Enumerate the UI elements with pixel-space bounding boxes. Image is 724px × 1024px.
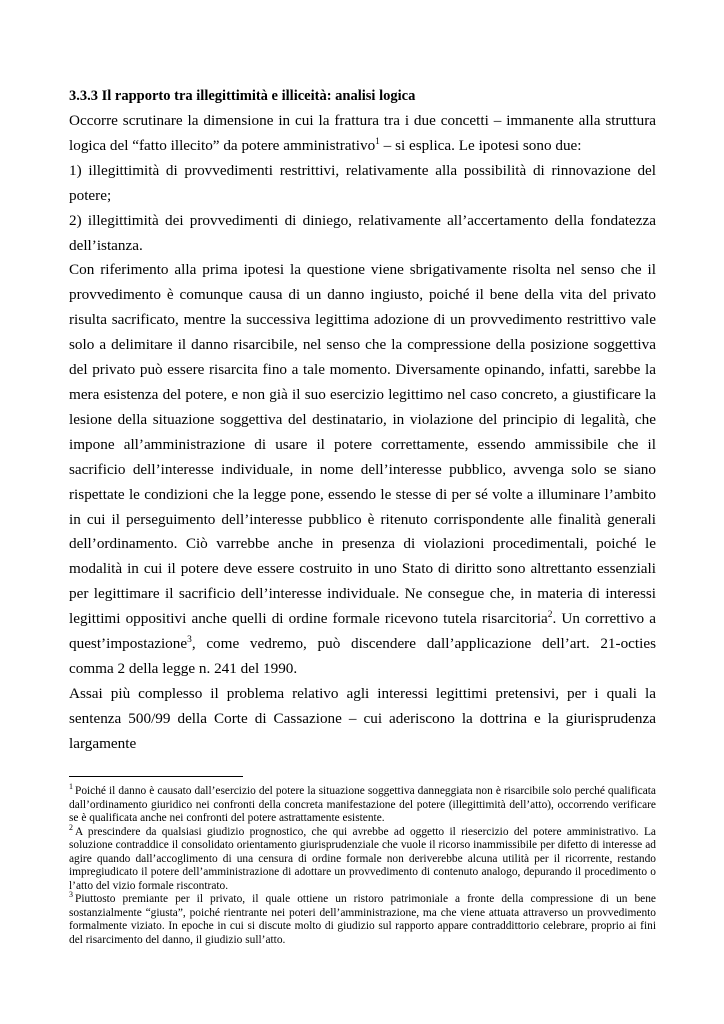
footnote-separator [69,776,243,777]
paragraph-first-hypothesis-text: Con riferimento alla prima ipotesi la questione viene sbrigativamente risolta nel senso che il provvedimento è comunque causa di un danno ingiusto, poiché il bene della vita del privato risulta sacrificato, mentre la successiva legittima adozione di un provvedimento restrittivo vale solo a delimitare il danno risarcibile, nel senso che la compressione della posizione soggettiva del privato può essere risarcita fino a tale momento. Diversamente opinando, infatti, sarebbe la mera esistenza del potere, e non già il suo esercizio legittimo nel caso concreto, a giustificare la lesione della situazione soggettiva del destinatario, in violazione del principio di legalità, che impone all’amministrazione di usare il potere correttamente, essendo ammissibile che il sacrificio dell’interesse individuale, in nome dell’interesse pubblico, avvenga solo se siano rispettate le condizioni che la legge pone, essendo le stesse di per sé volte a illuminare l’ambito in cui il perseguimento dell’interesse pubblico è ritenuto corrispondente alle finalità generali dell’ordinamento. Ciò varrebbe anche in presenza di violazioni procedimentali, poiché le modalità in cui il potere deve essere costruito in uno Stato di diritto sono altrettanto essenziali per legittimare il sacrificio dell’interesse individuale. Ne consegue che, in materia di interessi legittimi oppositivi anche quelli di ordine formale ricevono tutela risarcitoria [69,261,656,628]
footnote-text: Piuttosto premiante per il privato, il quale ottiene un ristoro patrimoniale a fronte della compressione di un bene sostanzialmente “giusta”, poiché rientrante nei poteri dell’amministrazione, ma che viene attuata attraverso un provvedimento formalmente viziato. In epoche in cui si discute molto di giudizio sul rapporto appare contraddittorio celebrare, proprio ai fini del risarcimento del danno, il giudizio sull’atto. [69,893,656,946]
footnote-number: 2 [69,822,73,832]
paragraph-intro-text: Occorre scrutinare la dimensione in cui la frattura tra i due concetti – immanente alla struttura logica del “fatto illecito” da potere amministrativo [69,112,656,154]
footnotes [69,782,656,947]
hypothesis-2: 2) illegittimità dei provvedimenti di diniego, relativamente all’accertamento della fondatezza dell’istanza. [69,211,656,254]
body-text [69,109,656,757]
footnote-text: A prescindere da qualsiasi giudizio prognostico, che qui avrebbe ad oggetto il riesercizio del potere amministrativo. La soluzione contraddice il consolidato orientamento giurisprudenziale che vuole il ricorso inammissibile per difetto di interesse ad agire quando dall’accoglimento di una censura di ordine formale non deriverebbe alcuna utilità per il ricorrente, restando impregiudicato il potere dell’amministrazione di adottare un provvedimento di contenuto analogo, depurando il procedimento o l’atto del vizio formale riscontrato. [69,825,656,892]
footnote-ref-2[interactable]: 2 [547,610,553,621]
hypothesis-1: 1) illegittimità di provvedimenti restrittivi, relativamente alla possibilità di rinnovazione del potere; [69,161,656,204]
paragraph-first-hypothesis-mid: . Un correttivo a quest’impostazione [69,610,656,653]
footnote-number: 1 [69,782,73,792]
footnote-ref-1[interactable]: 1 [375,136,380,147]
footnote-text: Poiché il danno è causato dall’esercizio del potere la situazione soggettiva danneggiata non è risarcibile solo perché qualificata dall’ordinamento giuridico nei confronti della concreta manifestazione del potere (illegittimità dell’atto), occorrendo verificare se è qualificata anche nei confronti del potere astrattamente esistente. [69,785,656,824]
section-heading: 3.3.3 Il rapporto tra illegittimità e illiceità: analisi logica [69,88,416,104]
footnote-number: 3 [69,890,73,900]
footnote-3 [69,890,656,947]
paragraph-first-hypothesis-tail: , come vedremo, può discendere dall’applicazione dell’art. 21-octies comma 2 della legge n. 241 del 1990. [69,635,656,677]
footnote-1 [69,782,656,826]
paragraph-first-hypothesis [69,258,656,681]
paragraph-intro [69,109,656,159]
paragraph-pretensivi: Assai più complesso il problema relativo agli interessi legittimi pretensivi, per i quali la sentenza 500/99 della Corte di Cassazione – cui aderiscono la dottrina e la giurisprudenza largamente [69,684,656,752]
paragraph-intro-tail: – si esplica. Le ipotesi sono due: [379,136,582,154]
footnote-ref-3[interactable]: 3 [187,634,192,645]
footnote-2 [69,822,656,894]
